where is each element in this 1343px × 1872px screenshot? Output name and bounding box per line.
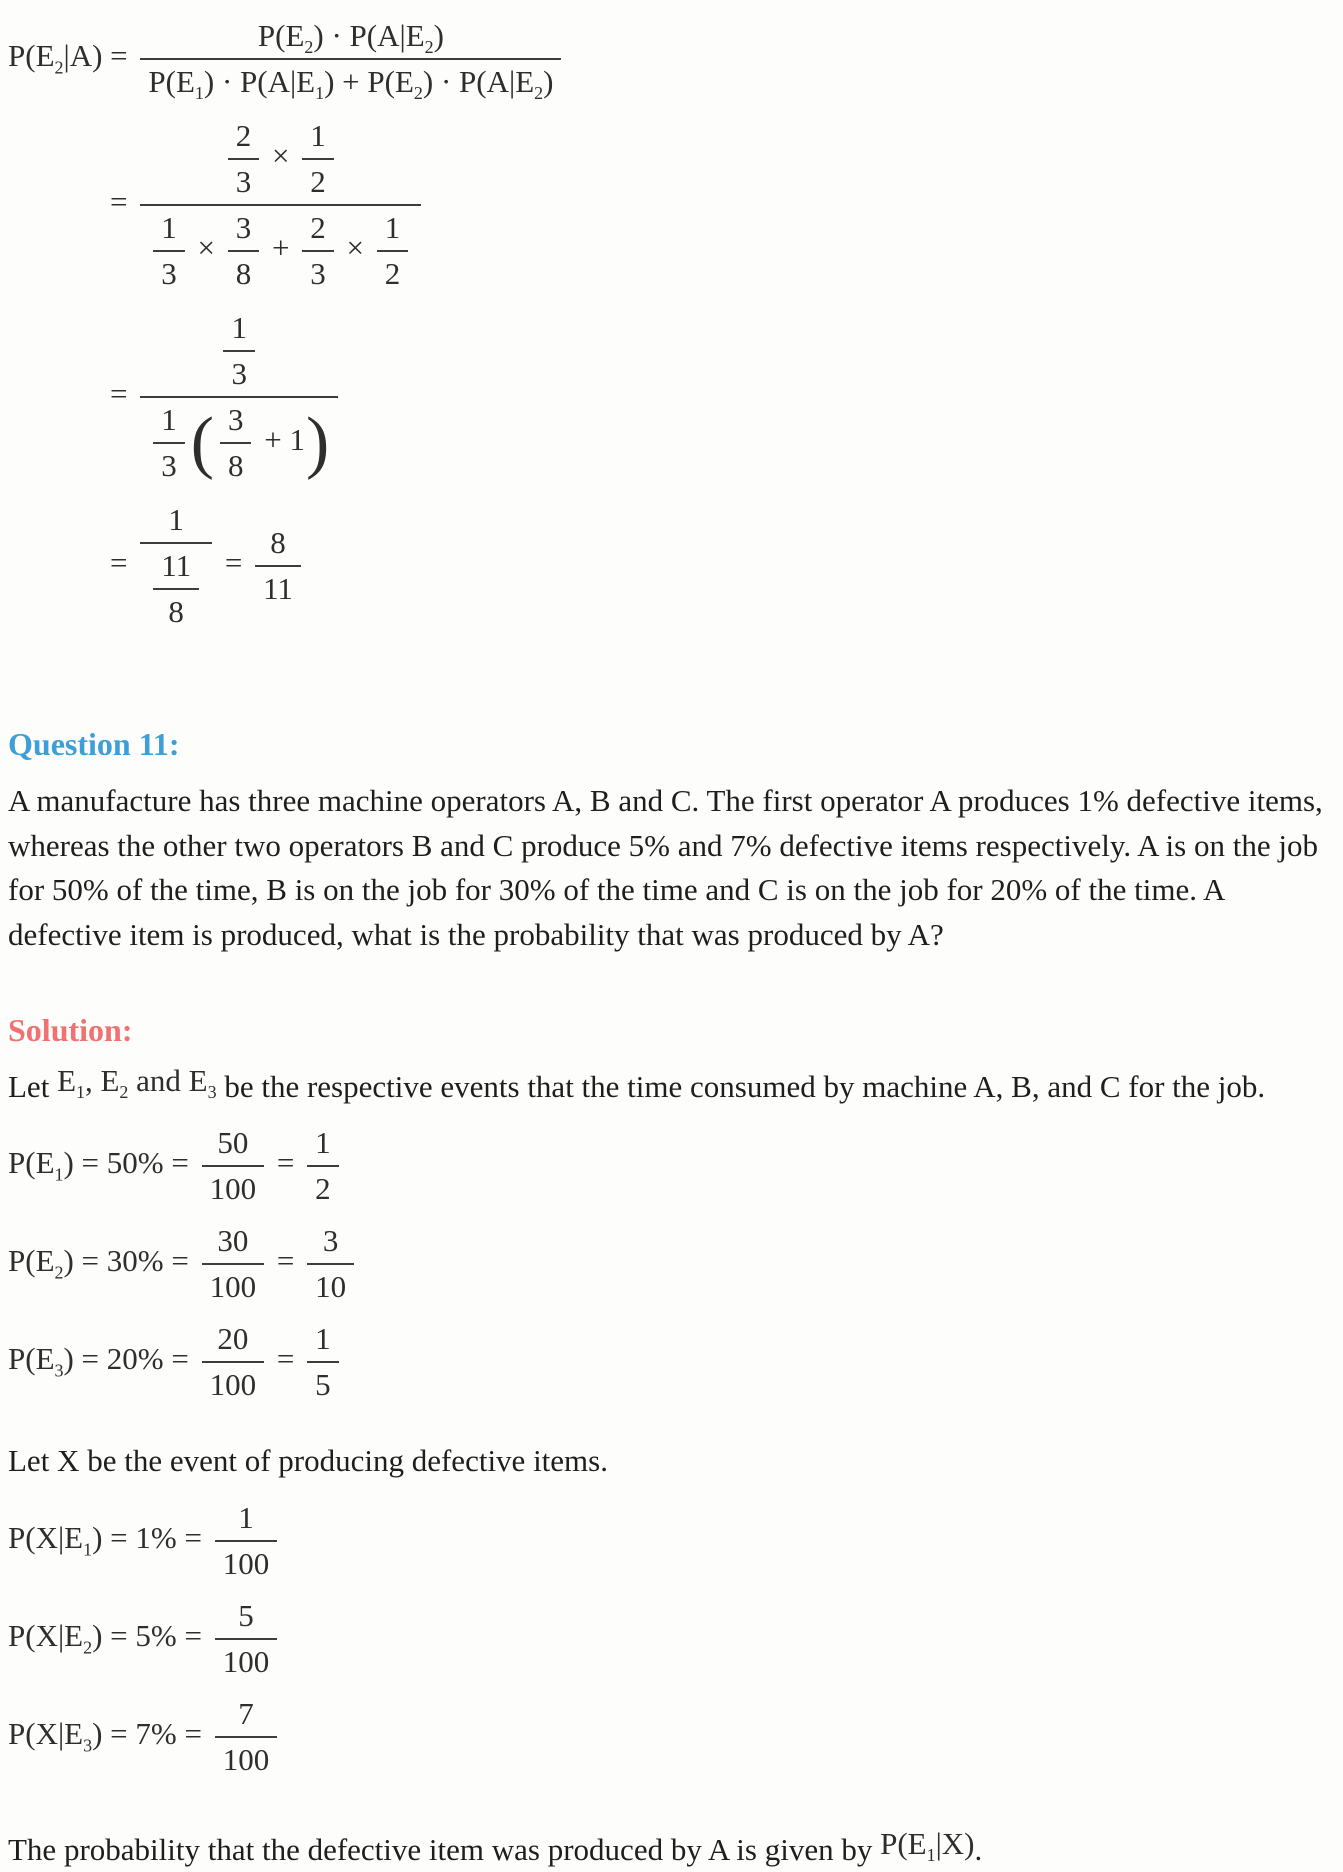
math-text: ) · P(A|E (422, 64, 535, 99)
math-fraction (228, 210, 260, 292)
math-subscript: 2 (534, 83, 544, 104)
fraction-denominator (255, 567, 301, 607)
fraction-numerator (140, 118, 421, 206)
math-text: + (264, 230, 298, 266)
math-subscript: 2 (413, 83, 423, 104)
math-text: 1 (384, 210, 401, 245)
math-text: ) · P(A|E (313, 18, 425, 53)
math-subscript: 3 (83, 1735, 93, 1756)
fraction-denominator (153, 590, 199, 630)
math-text: P(X|E (8, 1617, 84, 1653)
math-text: and E (128, 1062, 208, 1098)
math-text: × (189, 230, 223, 266)
math-fraction (140, 118, 421, 292)
math-text: P(E (880, 1825, 927, 1861)
math-text: = (110, 545, 136, 581)
fraction-numerator (307, 1125, 339, 1167)
fraction-numerator (202, 1321, 265, 1363)
fraction-denominator (202, 1265, 265, 1305)
math-text: = (110, 376, 136, 412)
math-text: = (217, 545, 251, 581)
fraction-denominator (228, 252, 260, 292)
fraction-numerator (307, 1223, 354, 1265)
math-text: 1 (161, 402, 177, 437)
math-big-paren: ) (305, 403, 330, 481)
math-text: 3 (322, 1223, 339, 1259)
math-subscript: 2 (54, 57, 64, 78)
fraction-denominator (377, 252, 409, 292)
fraction-numerator (377, 210, 409, 252)
math-fraction (215, 1500, 278, 1582)
math-fraction (202, 1125, 265, 1207)
math-text: 3 (310, 256, 326, 291)
math-text: ) + P(E (324, 64, 414, 99)
math-text: × (264, 138, 298, 174)
math-fraction (202, 1321, 265, 1403)
math-text: 100 (209, 1367, 257, 1403)
prob-x-given-e2-equation (8, 1598, 1333, 1680)
math-fraction (153, 210, 185, 292)
fraction-numerator (220, 402, 252, 444)
math-text: ) = 5% = (92, 1617, 210, 1653)
fraction-numerator (255, 525, 301, 567)
math-fraction (215, 1598, 278, 1680)
math-fraction (202, 1223, 265, 1305)
calc-step-substitution (110, 118, 1333, 292)
math-text: 1 (315, 1125, 331, 1161)
calc-step-result (110, 502, 1333, 630)
math-fraction (228, 118, 260, 200)
fraction-denominator (228, 160, 260, 200)
math-text: ) · P(A|E (203, 64, 316, 99)
closing-statement (8, 1825, 1333, 1872)
fraction-numerator (153, 210, 185, 252)
math-text: 8 (270, 525, 286, 560)
math-text: 11 (161, 548, 192, 583)
math-big-paren: ( (190, 403, 214, 481)
math-subscript: 1 (926, 1844, 936, 1865)
math-fraction (140, 18, 561, 104)
math-text: 1 (315, 1321, 331, 1357)
fraction-numerator (153, 402, 185, 444)
math-subscript: 3 (207, 1081, 217, 1102)
let-events-prefix: Let (8, 1068, 58, 1104)
math-text: ) = 30% = (63, 1243, 197, 1279)
fraction-denominator (140, 398, 338, 484)
solution-heading: Solution: (8, 1011, 133, 1048)
fraction-numerator (302, 210, 334, 252)
math-text: ) = 1% = (92, 1519, 210, 1555)
math-fraction (302, 210, 334, 292)
math-text: 11 (263, 571, 293, 606)
fraction-numerator (202, 1223, 265, 1265)
math-text: 100 (209, 1269, 257, 1305)
math-subscript: 3 (54, 1360, 64, 1381)
math-fraction (307, 1223, 354, 1305)
fraction-numerator (215, 1500, 278, 1542)
events-inline-math (57, 1059, 217, 1104)
fraction-denominator (223, 352, 255, 392)
math-subscript: 1 (76, 1081, 85, 1102)
math-text: 2 (310, 210, 326, 245)
math-text: = (269, 1243, 303, 1279)
let-x-text: Let X be the event of producing defective items. (8, 1443, 608, 1479)
fraction-denominator (215, 1640, 278, 1680)
fraction-denominator (302, 252, 334, 292)
math-text: 1 (310, 118, 326, 153)
math-text: P(E (257, 18, 305, 53)
math-text: 100 (222, 1741, 270, 1777)
math-subscript: 2 (83, 1637, 93, 1658)
fraction-numerator (140, 310, 338, 398)
math-fraction (140, 502, 212, 630)
math-text: 50 (217, 1125, 249, 1161)
closing-inline-math (880, 1822, 974, 1867)
fraction-numerator (215, 1696, 278, 1738)
math-text: 100 (222, 1643, 270, 1679)
math-fraction (302, 118, 334, 200)
fraction-numerator (228, 118, 260, 160)
math-text: 3 (235, 210, 252, 245)
math-fraction (223, 310, 255, 392)
math-fraction (153, 548, 199, 630)
math-text: 30 (217, 1223, 249, 1259)
math-text: 1 (238, 1499, 254, 1535)
fraction-numerator (302, 118, 334, 160)
fraction-denominator (220, 444, 252, 484)
math-text: 100 (222, 1545, 270, 1581)
prob-x-given-e3-equation (8, 1696, 1333, 1778)
math-text: 1 (161, 210, 177, 245)
question-text: A manufacture has three machine operators A, B and C. The first operator A produces 1% defective items, whereas the other two operators B and C produce 5% and 7% defective items respectively. A is on the job for 50% of the time, B is on the job for 30% of the time and C is on the job for 20% of the time. A defective item is produced, what is the probability that was produced by A? (8, 783, 1323, 952)
math-subscript: 2 (119, 1081, 129, 1102)
fraction-numerator (140, 502, 212, 544)
fraction-numerator (228, 210, 260, 252)
fraction-numerator (202, 1125, 265, 1167)
prob-e1-equation (8, 1125, 1333, 1207)
math-text: 10 (315, 1269, 347, 1305)
fraction-denominator (140, 206, 421, 292)
math-text: 5 (315, 1367, 331, 1403)
fraction-denominator (140, 544, 212, 630)
question-heading: Question 11: (8, 726, 180, 762)
math-text: 8 (235, 256, 252, 291)
prob-e3-equation (8, 1321, 1333, 1403)
math-text: = (269, 1145, 303, 1181)
math-subscript: 2 (54, 1262, 64, 1283)
math-text: = (269, 1341, 303, 1377)
math-fraction (153, 402, 185, 484)
math-subscript: 1 (83, 1539, 93, 1560)
math-text: = (110, 184, 136, 220)
math-text: 2 (384, 256, 401, 291)
math-subscript: 2 (424, 37, 434, 58)
fraction-denominator (307, 1363, 339, 1403)
math-text: , E (84, 1062, 120, 1098)
math-text: 3 (235, 164, 252, 199)
fraction-numerator (307, 1321, 339, 1363)
let-events-suffix: be the respective events that the time consumed by machine A, B, and C for the job. (216, 1068, 1266, 1104)
math-text: 3 (161, 256, 177, 291)
math-text: P(E (8, 1145, 55, 1181)
math-text: ) (543, 64, 554, 99)
bayes-theorem-formula (8, 18, 1333, 104)
fraction-denominator (153, 444, 185, 484)
closing-prefix: The probability that the defective item was produced by A is given by (8, 1831, 881, 1867)
math-text: P(E (148, 64, 195, 99)
math-text: 8 (168, 594, 184, 629)
math-fraction (307, 1321, 339, 1403)
fraction-numerator (223, 310, 255, 352)
math-text: 2 (235, 118, 252, 153)
math-text: P(E (8, 38, 55, 74)
fraction-denominator (215, 1738, 278, 1778)
math-text: E (57, 1062, 76, 1098)
math-text: 7 (238, 1695, 254, 1731)
math-subscript: 1 (194, 83, 204, 104)
math-text: |X) (935, 1825, 975, 1861)
math-text: 1 (168, 502, 184, 537)
fraction-numerator (140, 18, 561, 60)
math-text: 20 (217, 1321, 249, 1357)
math-text: 5 (238, 1597, 254, 1633)
math-text: + 1 (256, 422, 305, 458)
fraction-numerator (215, 1598, 278, 1640)
fraction-denominator (202, 1167, 265, 1207)
fraction-denominator (307, 1167, 339, 1207)
fraction-denominator (153, 252, 185, 292)
solution-let-events (8, 1062, 1333, 1110)
math-fraction (215, 1696, 278, 1778)
math-text: ) = 7% = (92, 1715, 210, 1751)
math-fraction (255, 525, 301, 607)
math-text: ) = 50% = (63, 1145, 197, 1181)
math-text: 1 (231, 310, 247, 345)
math-fraction (220, 402, 252, 484)
fraction-denominator (140, 60, 561, 104)
math-subscript: 1 (315, 83, 325, 104)
fraction-denominator (202, 1363, 265, 1403)
math-text: P(X|E (8, 1519, 84, 1555)
math-subscript: 1 (54, 1164, 64, 1185)
math-text: P(E (8, 1341, 55, 1377)
math-text: 100 (209, 1171, 257, 1207)
math-text: ) = 20% = (63, 1341, 197, 1377)
math-text: 2 (315, 1171, 331, 1207)
closing-period: . (974, 1831, 983, 1867)
math-text: 3 (231, 356, 247, 391)
math-text: P(E (8, 1243, 55, 1279)
math-text: 3 (161, 448, 177, 483)
math-text: 3 (227, 402, 244, 437)
fraction-denominator (215, 1542, 278, 1582)
calc-step-factored (110, 310, 1333, 484)
math-text: × (338, 230, 372, 266)
math-text: 8 (227, 448, 244, 483)
math-text: P(X|E (8, 1715, 84, 1751)
math-text: 2 (310, 164, 326, 199)
fraction-denominator (307, 1265, 354, 1305)
math-subscript: 2 (304, 37, 314, 58)
math-text: |A) = (63, 38, 136, 74)
math-fraction (140, 310, 338, 484)
prob-e2-equation (8, 1223, 1333, 1305)
fraction-numerator (153, 548, 199, 590)
math-text: ) (433, 18, 444, 53)
math-fraction (307, 1125, 339, 1207)
prob-x-given-e1-equation (8, 1500, 1333, 1582)
fraction-denominator (302, 160, 334, 200)
math-fraction (377, 210, 409, 292)
